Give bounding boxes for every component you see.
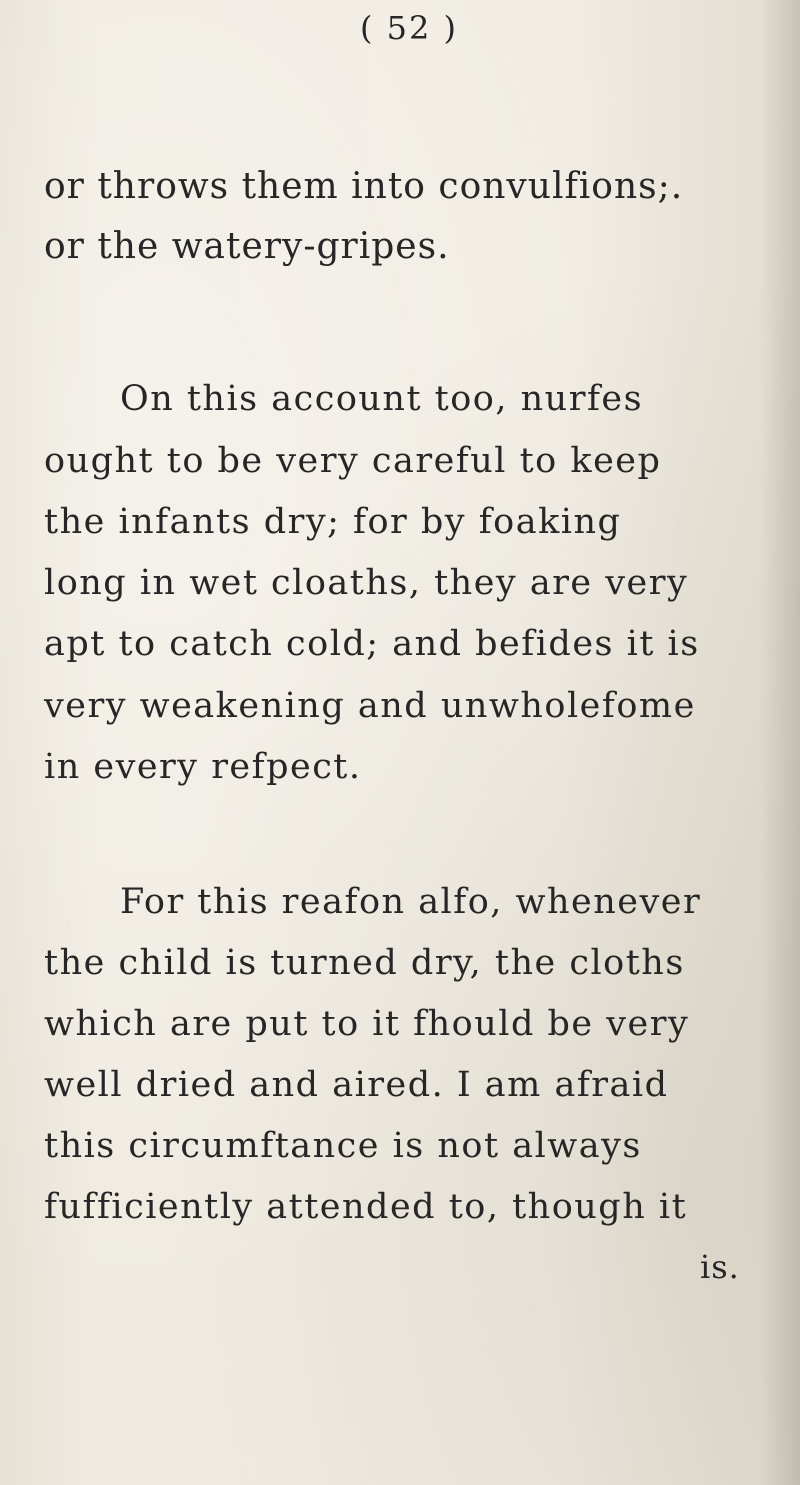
page-number: ( 52 ) (360, 9, 459, 47)
text-line: For this reafon alfo, whenever (120, 882, 702, 922)
text-line: the infants dry; for by foaking (44, 502, 622, 542)
text-line: On this account too, nurfes (120, 379, 644, 419)
text-line: the child is turned dry, the cloths (44, 943, 685, 983)
text-line: ought to be very careful to keep (44, 441, 662, 481)
text-line: which are put to it fhould be very (44, 1004, 690, 1044)
text-line: well dried and aired. I am afraid (44, 1065, 669, 1105)
text-line: fufficiently attended to, though it (44, 1187, 688, 1227)
text-line: apt to catch cold; and befides it is (44, 624, 700, 664)
catchword: is. (700, 1248, 740, 1286)
text-line: in every refpect. (44, 747, 362, 787)
text-line: or the watery-gripes. (44, 226, 450, 267)
text-line: very weakening and unwholefome (44, 686, 696, 726)
text-line: this circumftance is not always (44, 1126, 642, 1166)
text-line: or throws them into convulfions;. (44, 166, 684, 207)
text-line: long in wet cloaths, they are very (44, 563, 689, 603)
